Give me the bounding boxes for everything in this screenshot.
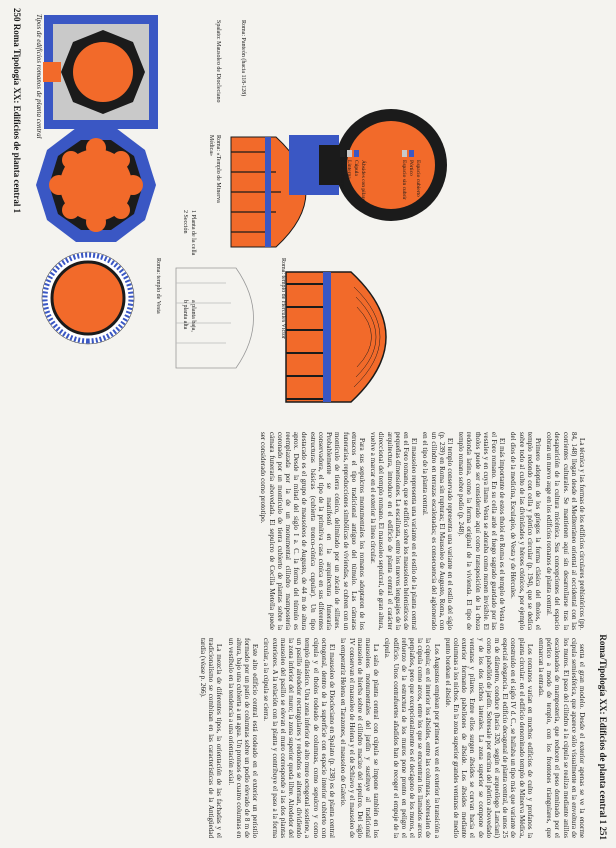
right-page-header: Roma/Tipología XX: Edificios de planta central 1 251 xyxy=(598,634,608,840)
figures-main-caption: Tipos de edificios romanos de planta central xyxy=(35,14,43,139)
pantheon-caption: Roma: Panteón (hacia 118-128) xyxy=(240,20,246,97)
minerva-medica-caption: Roma: «Templo de Minerva Médica» xyxy=(208,135,221,203)
legend-a-item: Ábsides con pilares xyxy=(359,150,366,240)
paragraph: Para sus sepulcros monumentales los romanos adoptaron de los etruscos el tipo tradicional antiguo del túmulo. Las cámaras funerarias, reproducciones simbólicas de viviendas, se cubren con un montículo de tierra cónico, delimitado por un zócalo de sillares. Probablemente se manifestó en la arquitectura funeraria conservadora, el tipo de la primitiva casa cónica en sus diferentes estructuras básicas (cubierta tronco-cónica cupular). Un tipo destacado es el grupo de mausoleos de Augusto, de 44 m de altura aprox. Desde la mitad del siglo I a. C. la forma del túmulo es reemplazada por la de un monumental cilindro mampostería coronado por un montículo de tierra cubierto de plantas sobre la cámara funeraria abovedada. El sepulcro de Cecilia Metella puede ser considerado como prototipo. xyxy=(259,432,366,630)
paragraph: senta el gran modelo. Desde el exterior apenas se ve la enorme cúpula semiesférica, que aparece sólo visualmente en la envoltura de los muros. El paso del cilindro a la cúpula se realiza mediante anillos escalonados de mampostería, que reducen el peso dominado por el pórtico a modo de templo, con los frontones triangulares, que enmarcan la entrada. xyxy=(536,638,586,838)
left-page-header: 250 Roma Tipología XX: Edificios de planta central 1 xyxy=(12,8,22,214)
paragraph: Este alto edificio central está rodeado en el exterior un peristilo formado por un patio de columnas sobre un podio elevado de 8 m de altura, bajo una cubierta a un agua. Un pronaos de cuatro columnas en un vestíbulo en la tendencia a una orientación axial. xyxy=(226,638,260,838)
legend-a-item: Linterna xyxy=(345,150,352,240)
legend-a xyxy=(338,150,366,240)
legend-a-item: Contrafuertes xyxy=(338,150,345,240)
paragraph: La mezcla de diferentes tipos, la orientación de las fachadas y el tradicionalismo se combinan en las características de la Antigüedad tardía (véase p. 266). xyxy=(199,638,224,838)
legend-b-item: Espacio sin cubrir xyxy=(400,150,407,240)
minerva-medica-plan-figure xyxy=(31,120,161,250)
hercules-caption: Roma: templo de Hércules Víctor xyxy=(280,258,286,339)
small-label-2: 2 Sección xyxy=(182,210,188,234)
legend-a-item: Cúpula xyxy=(352,150,359,240)
legend-b-item: Espacio cubierto xyxy=(414,150,421,240)
legend-b xyxy=(400,150,421,240)
paragraph: El templo conservado representa una variante en el estilo del siglo (p. 239) en Roma sin rupturas; El Mausoleo de Augusto, Roma, con un cilindro en terrazas escalonadas; es consecuencia del aglomerado en el tipo de la planta central. xyxy=(421,432,454,630)
paragraph: Primero adoptan de los griegos la forma clásica del tholos, el templo redondo con cella y pórtico circular (p. 194), que se dedica sobre todo al culto de las divinidades y héroes ctónicos, por ejemplo del dios de la medicina, Esculapio, de Vesta y de Hércules. xyxy=(509,432,542,630)
diocleciano-plan-figure xyxy=(41,12,161,132)
vesta-caption: Roma: templo de Vesta xyxy=(155,258,161,314)
paragraph: La sala de planta central con cúpula se impone también en los mausoleos monumentales del jardín y sustituye al tradicional mausoleo de hierba sobre el cilindro macizo del sepulcro. Del siglo IV conservan el mausoleo de Helena y el de Schiavo y el mausoleo de la emperatriz Helena en Tarazones, el mausoleo de Galerio. xyxy=(339,638,381,838)
legend-b-item: Pórtico xyxy=(407,150,414,240)
small-label-1: 1 Planta de la cella xyxy=(190,210,196,256)
paragraph: El mausoleo representa una variante en el estilo de la planta central en el Foro romano, que se edificó sobre los mausoleos helenísticos de pequeñas dimensiones. La escalinata, entre los nuevos lenguajes de la arquitectura, introduce en el edificio de planta central el carácter direccional del templo romano. El mausoleo sepulcral, de gran altura, vuelve a marcar en el exterior la línea circular. xyxy=(369,432,419,630)
pantheon-section-figure xyxy=(276,262,426,412)
pantheon-plan-figure xyxy=(281,100,451,230)
paragraph: Los Augustos emplean por primera vez en el exterior la transición a la cúpula; en el interior los ábsides, entre las columnas, sobresalen de la cúpula como arcos, entre los que se encuentran los llamados arcos perpiaños, pero que excepcionalmente es el decágono de los muros, el refuerzo de la estructura de los muros pone pronto en peligro el edificio. Unos contrafuertes añadidos han de recoger el empuje de la cúpula. xyxy=(383,638,441,838)
text-column-left xyxy=(26,432,586,630)
text-column-right xyxy=(26,638,586,838)
small-label-b: b planta alta xyxy=(182,300,188,330)
small-label-a: a planta baja, xyxy=(190,300,196,332)
paragraph: El más importante de estos tholoi en Roma es el templo de Vesta en el Foro romano. En su cella arde el fuego sagrado guardado por las vestales y en cuya llama Vesta se adoraba como numen invisible. El tholos puede ser considerado aquí como transposición de la choza redonda latina, como la forma original de la vivienda. El tipo de templo romano sobre podio (p. 248). xyxy=(457,432,507,630)
paragraph: El mausoleo de Diocleciano en Spalato (p. 238) es de planta central octogonal, dentro de la superficie con espacio interior cubierto con cúpula y el tholos rodeado de columnas, como sepulcro y como templo dinástico. Una zona inferior de alto muro octogonal sostiene, a un pasillo alrededor rectangulares y redondos se alternan, dividiendo la zona inferior del muro; la zona superior queda libre. Alrededor del mausoleo del pasillo se elevan el muro corresponde a las dos plantas exteriores. A la relación con la planta y contribuye el paso a la forma circular, a la cúpula se cierra. xyxy=(262,638,337,838)
paragraph: La técnica y las formas de los edificios circulares prehistóricos (pp. 84, 148) llegan desde el Mediterráneo oriental al occidental con las corrientes culturales. Se mantienen aquí sin desarrollarse tras la desaparición de la cultura micénica. Sus concepciones del espacio cobran un nuevo auge en los edificios romanos de planta central. xyxy=(545,432,586,630)
diocleciano-caption: Spalato: Mausoleo de Diocleciano xyxy=(215,20,221,103)
paragraph: Los romanos varían en muchos edificios de culto y profanos la planta circular: en el edificio denominado templo de Minerva Médica, construido en el siglo IV d. C., se hallaba un tipo más que variante de especial elegancia. El edificio decagonal de planta central, de unos 25 m de diámetro, conduce (hacia 320, según el arqueólogo Lanciani) como pabellón de jardín. Sobresale por encima del pórtico abovedado y de los dos nichos laterales. La zona superior se compone de ventanas y pilares. Entre ellos surgen ábsides se curvan hacia el exterior formando pabellones de ábside. Los ábsides mediante columnas a los nichos. En la zona superior grandes ventanas de medio punto bordean el ábside. xyxy=(443,638,534,838)
